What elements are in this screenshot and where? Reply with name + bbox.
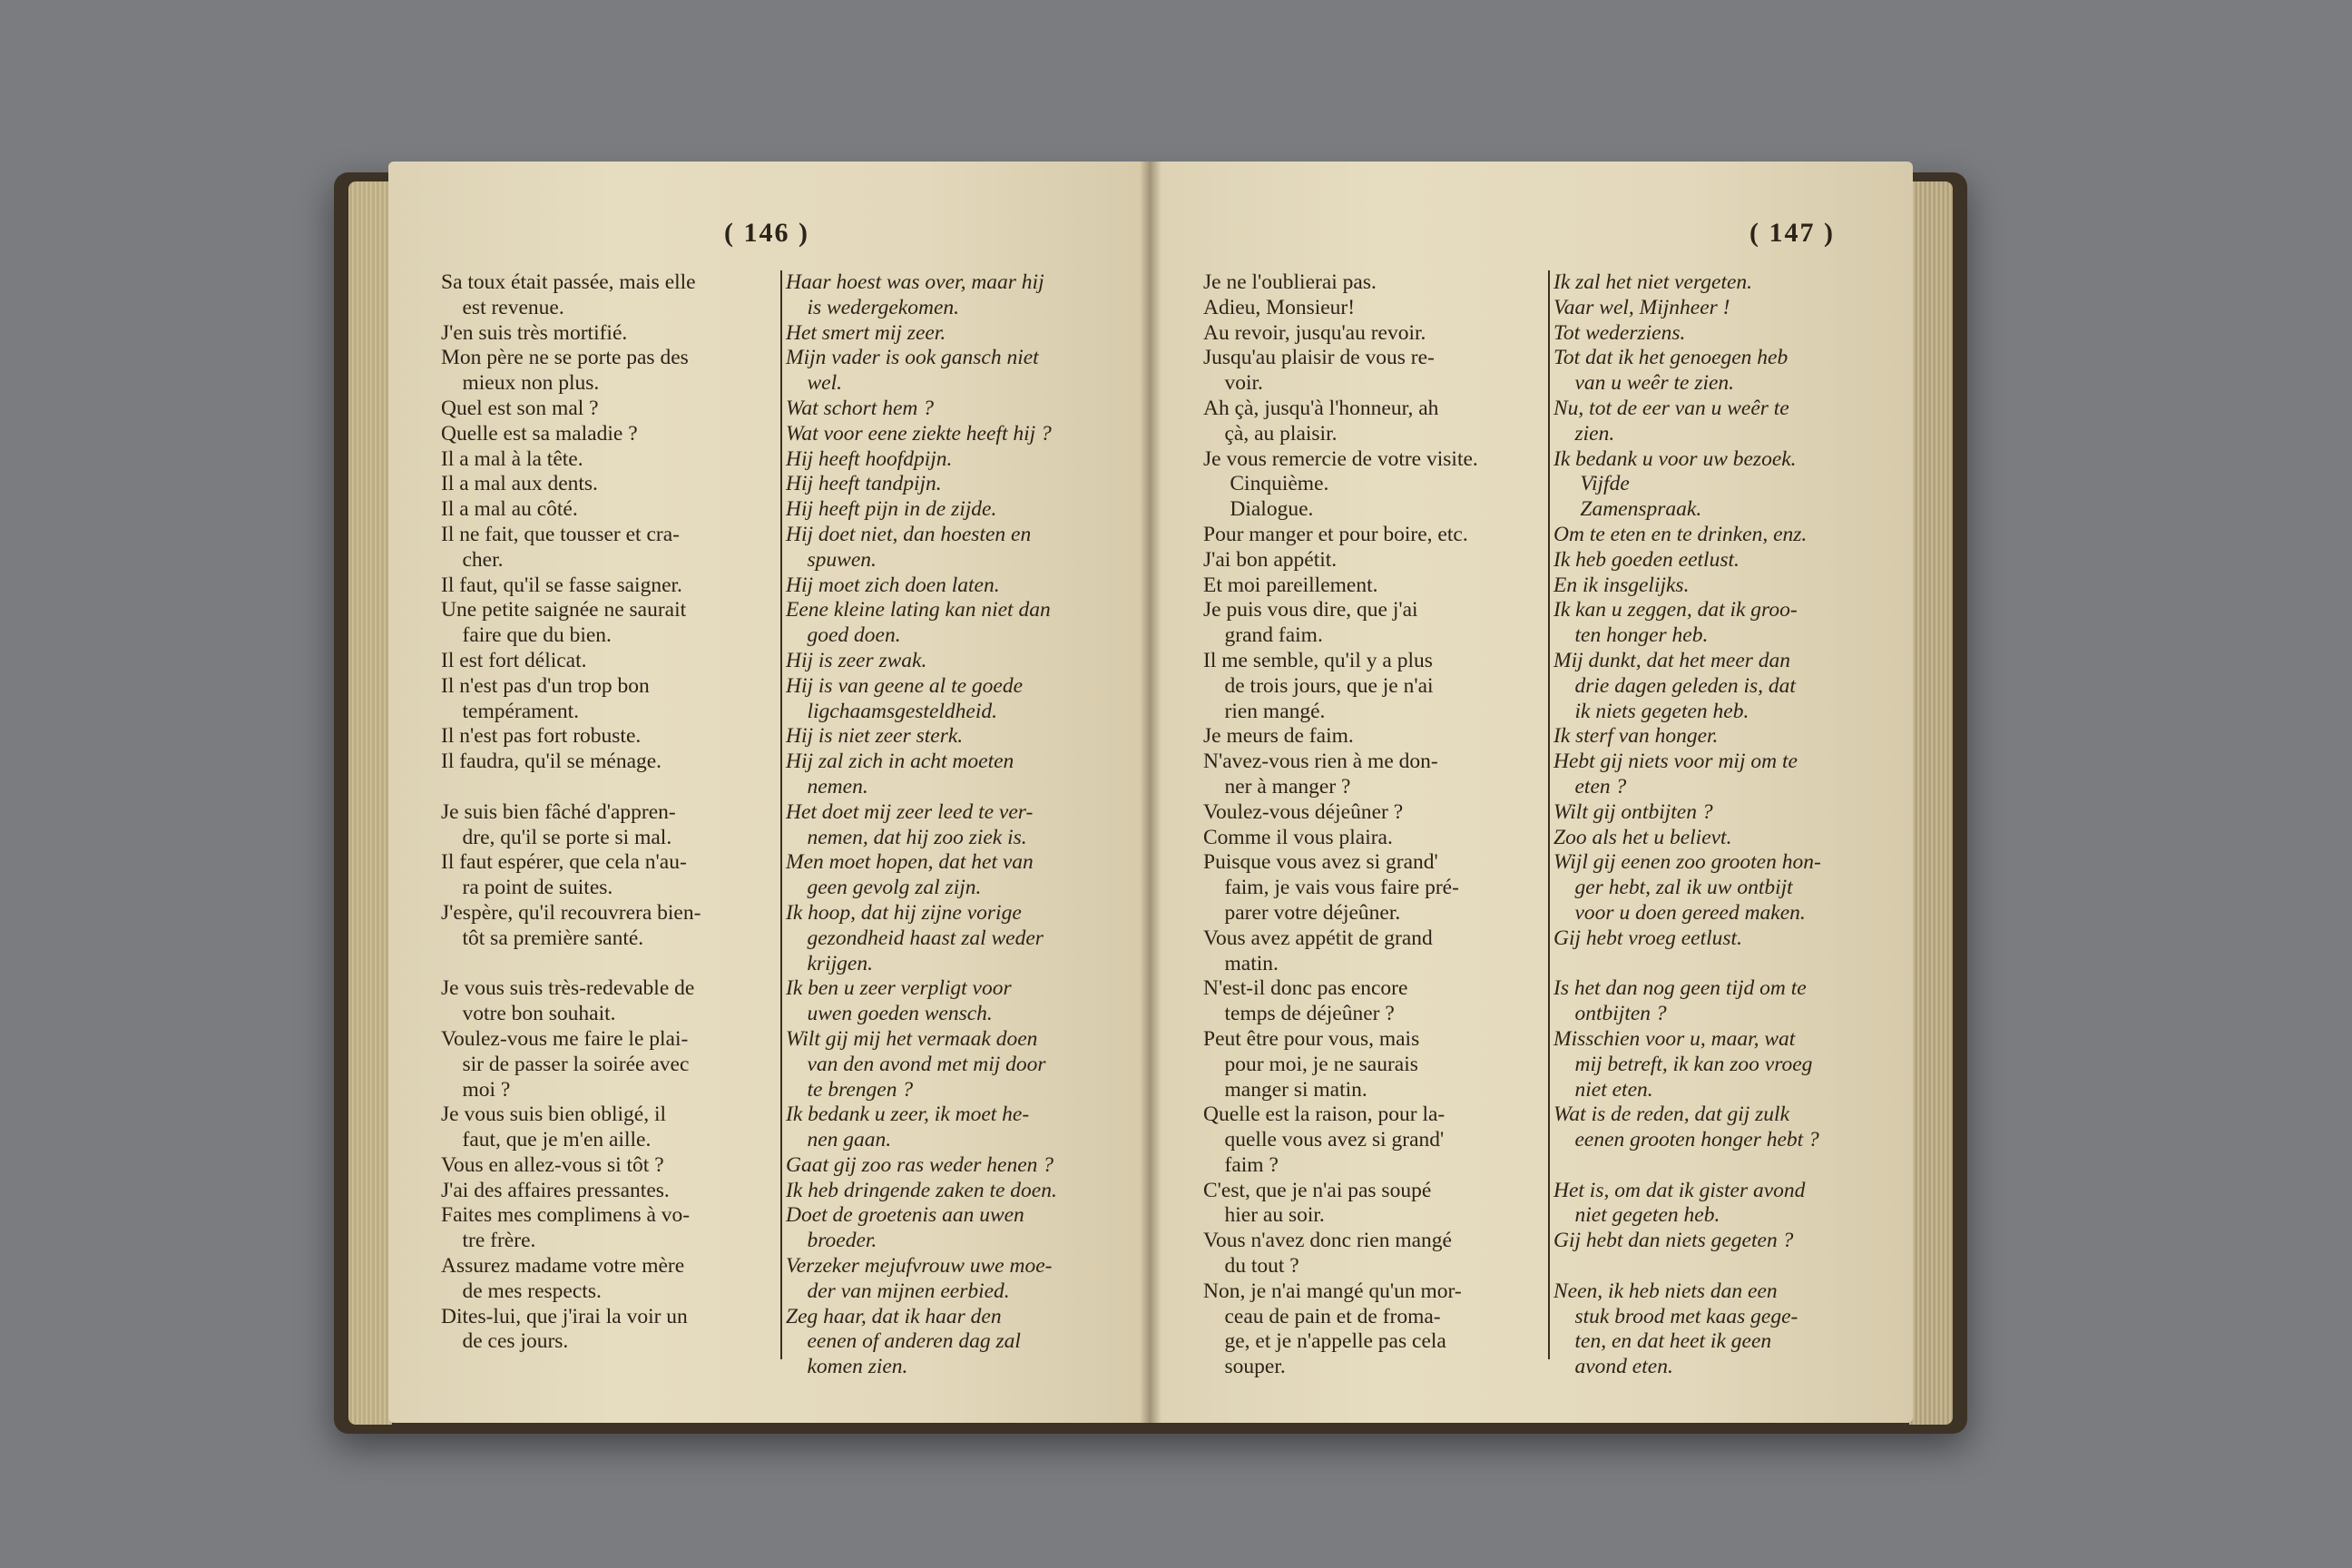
text-line: te brengen ? [786,1077,914,1102]
text-line: Wat schort hem ? [786,396,934,420]
text-line: nen gaan. [786,1128,892,1152]
text-line: eenen grooten honger hebt ? [1553,1128,1819,1152]
text-line: Dites-lui, que j'irai la voir un [441,1304,688,1328]
text-line: Jusqu'au plaisir de vous re- [1203,346,1435,370]
text-line: faut, que je m'en aille. [441,1128,652,1152]
text-line: Ik bedank u zeer, ik moet he- [786,1102,1030,1127]
page-edges-left [348,181,392,1425]
text-line: Vous avez appétit de grand [1203,926,1433,950]
text-line: cher. [441,547,504,572]
french-column-left [441,270,777,1355]
text-line: Is het dan nog geen tijd om te [1553,976,1807,1001]
text-line: Il me semble, qu'il y a plus [1203,648,1433,672]
text-line: Je ne l'oublierai pas. [1203,270,1377,294]
text-line: broeder. [786,1229,877,1253]
page-edges-right [1909,181,1953,1425]
text-line: Il faut, qu'il se fasse saigner. [441,573,682,597]
page-number-right: ( 147 ) [1749,218,1835,248]
text-line: Hebt gij niets voor mij om te [1553,750,1798,774]
text-line: Ik sterf van honger. [1553,724,1719,749]
text-line: komen zien. [786,1355,908,1379]
text-line: Je suis bien fâché d'appren- [441,799,676,824]
text-line: Hij heeft tandpijn. [786,472,942,496]
text-line: hier au soir. [1203,1203,1325,1228]
text-line: Mij dunkt, dat het meer dan [1553,648,1791,672]
text-line: Il faut espérer, que cela n'au- [441,850,687,875]
text-line: Il a mal à la tête. [441,446,583,471]
text-line: temps de déjeûner ? [1203,1002,1395,1026]
text-line: Wijl gij eenen zoo grooten hon- [1553,850,1821,875]
text-line: Ik zal het niet vergeten. [1553,270,1753,294]
text-line: est revenue. [441,295,564,319]
text-line: J'ai bon appétit. [1203,547,1338,572]
text-line: stuk brood met kaas gege- [1553,1304,1798,1328]
text-line: votre bon souhait. [441,1002,616,1026]
text-line: Je vous suis très-redevable de [441,976,695,1001]
text-line: tre frère. [441,1229,536,1253]
text-line: Tot wederziens. [1553,320,1686,345]
text-line: Je puis vous dire, que j'ai [1203,598,1418,622]
text-line: Ik ben u zeer verpligt voor [786,976,1012,1001]
text-line: Hij heeft hoofdpijn. [786,446,953,471]
text-line: Gij hebt vroeg eetlust. [1553,926,1742,950]
text-line: Wilt gij mij het vermaak doen [786,1026,1038,1051]
text-line: manger si matin. [1203,1077,1367,1102]
text-line: çà, au plaisir. [1203,421,1338,446]
text-line: ra point de suites. [441,876,613,900]
text-line: Ik kan u zeggen, dat ik groo- [1553,598,1798,622]
text-line: ligchaamsgesteldheid. [786,699,998,723]
text-line: Tot dat ik het genoegen heb [1553,346,1788,370]
text-line: Il n'est pas fort robuste. [441,724,642,749]
page-number-left: ( 146 ) [724,218,809,248]
text-line: J'ai des affaires pressantes. [441,1178,670,1202]
text-line: avond eten. [1553,1355,1673,1379]
text-line: N'est-il donc pas encore [1203,976,1408,1001]
text-line: pour moi, je ne saurais [1203,1052,1418,1076]
text-line: Men moet hopen, dat het van [786,850,1034,875]
text-line: Je vous suis bien obligé, il [441,1102,667,1127]
text-line: van den avond met mij door [786,1052,1046,1076]
text-line: ceau de pain et de froma- [1203,1304,1441,1328]
text-line: quelle vous avez si grand' [1203,1128,1445,1152]
text-line: Ik hoop, dat hij zijne vorige [786,900,1022,925]
text-line: Zeg haar, dat ik haar den [786,1304,1002,1328]
text-line: de mes respects. [441,1279,602,1303]
text-line: wel. [786,371,843,396]
text-line: moi ? [441,1077,511,1102]
text-line: ge, et je n'appelle pas cela [1203,1329,1446,1354]
text-line: Eene kleine lating kan niet dan [786,598,1051,622]
text-line: Assurez madame votre mère [441,1254,685,1279]
text-line: Puisque vous avez si grand' [1203,850,1438,875]
text-line: spuwen. [786,547,877,572]
text-line: faim ? [1203,1152,1279,1177]
text-line: Gij hebt dan niets gegeten ? [1553,1229,1794,1253]
text-line: Verzeker mejufvrouw uwe moe- [786,1254,1053,1279]
text-line: gezondheid haast zal weder [786,926,1044,950]
text-line: souper. [1203,1355,1286,1379]
text-line: Wat voor eene ziekte heeft hij ? [786,421,1052,446]
text-line: niet gegeten heb. [1553,1203,1720,1228]
text-line: Hij zal zich in acht moeten [786,750,1014,774]
text-line: tôt sa première santé. [441,926,644,950]
text-line: du tout ? [1203,1254,1299,1279]
text-line: nemen, dat hij zoo ziek is. [786,825,1027,849]
text-line: Peut être pour vous, mais [1203,1026,1420,1051]
text-line: Je meurs de faim. [1203,724,1354,749]
text-line: Vous en allez-vous si tôt ? [441,1152,664,1177]
text-line: van u weêr te zien. [1553,371,1735,396]
text-line: ner à manger ? [1203,774,1351,799]
text-line [1553,952,1880,977]
open-book [334,154,1967,1443]
text-line: matin. [1203,951,1279,975]
text-line: Het is, om dat ik gister avond [1553,1178,1806,1202]
text-line: Mijn vader is ook gansch niet [786,346,1039,370]
text-line: Faites mes complimens à vo- [441,1203,691,1228]
text-line: eenen of anderen dag zal [786,1329,1021,1354]
text-line: ten, en dat heet ik geen [1553,1329,1772,1354]
text-line: Quel est son mal ? [441,396,599,420]
text-line: Adieu, Monsieur! [1203,295,1356,319]
text-line: voor u doen gereed maken. [1553,900,1806,925]
text-line: Het doet mij zeer leed te ver- [786,799,1034,824]
text-line: Il est fort délicat. [441,648,587,672]
text-line: zien. [1553,421,1615,446]
text-line: mij betreft, ik kan zoo vroeg [1553,1052,1813,1076]
text-line: Hij is zeer zwak. [786,648,927,672]
book-gutter [1140,162,1161,1423]
text-line: Hij heeft pijn in de zijde. [786,497,997,522]
text-line: Il n'est pas d'un trop bon [441,673,650,698]
text-line: voir. [1203,371,1263,396]
text-line: goed doen. [786,623,901,648]
text-line: tempérament. [441,699,580,723]
text-line: der van mijnen eerbied. [786,1279,1010,1303]
text-line: Cinquième. [1203,472,1329,496]
text-line: Dialogue. [1203,497,1314,522]
text-line: Il a mal aux dents. [441,472,598,496]
text-line: Neen, ik heb niets dan een [1553,1279,1778,1303]
text-line: Non, je n'ai mangé qu'un mor- [1203,1279,1462,1303]
text-line: Une petite saignée ne saurait [441,598,687,622]
text-line: Doet de groetenis aan uwen [786,1203,1024,1228]
text-line: J'en suis très mortifié. [441,320,628,345]
text-line: grand faim. [1203,623,1323,648]
text-line: ger hebt, zal ik uw ontbijt [1553,876,1793,900]
text-line: Wat is de reden, dat gij zulk [1553,1102,1790,1127]
text-line: J'espère, qu'il recouvrera bien- [441,900,701,925]
text-line: Ah çà, jusqu'à l'honneur, ah [1203,396,1439,420]
text-line: nemen. [786,774,868,799]
right-page [1151,162,1913,1423]
text-line: Et moi pareillement. [1203,573,1378,597]
text-line: rien mangé. [1203,699,1326,723]
text-line: is wedergekomen. [786,295,959,319]
text-line: Vous n'avez donc rien mangé [1203,1229,1452,1253]
text-line: mieux non plus. [441,371,600,396]
text-line: Il faudra, qu'il se ménage. [441,750,662,774]
text-line: Pour manger et pour boire, etc. [1203,522,1468,546]
text-line: de ces jours. [441,1329,569,1354]
text-line: Misschien voor u, maar, wat [1553,1026,1796,1051]
text-line: En ik insgelijks. [1553,573,1690,597]
dutch-column-right [1553,270,1880,1380]
text-line: ten honger heb. [1553,623,1709,648]
text-line: Voulez-vous me faire le plai- [441,1026,689,1051]
text-line: Het smert mij zeer. [786,320,946,345]
text-line: de trois jours, que je n'ai [1203,673,1434,698]
text-line: Ik heb dringende zaken te doen. [786,1178,1057,1202]
text-line: Hij doet niet, dan hoesten en [786,522,1032,546]
text-line: Il ne fait, que tousser et cra- [441,522,680,546]
left-page [388,162,1151,1423]
text-line: Au revoir, jusqu'au revoir. [1203,320,1426,345]
text-line: Vaar wel, Mijnheer ! [1553,295,1730,319]
text-line: Comme il vous plaira. [1203,825,1393,849]
text-line: Sa toux était passée, mais elle [441,270,696,294]
text-line: Ik bedank u voor uw bezoek. [1553,446,1797,471]
text-line: krijgen. [786,951,873,975]
text-line: Zoo als het u believt. [1553,825,1732,849]
text-line: Om te eten en te drinken, enz. [1553,522,1808,546]
text-line: C'est, que je n'ai pas soupé [1203,1178,1432,1202]
text-line: Quelle est sa maladie ? [441,421,638,446]
text-line: sir de passer la soirée avec [441,1052,690,1076]
text-line: Il a mal au côté. [441,497,578,522]
text-line: parer votre déjeûner. [1203,900,1401,925]
text-line: uwen goeden wensch. [786,1002,993,1026]
text-line: Gaat gij zoo ras weder henen ? [786,1152,1054,1177]
text-line: Je vous remercie de votre visite. [1203,446,1478,471]
text-line: geen gevolg zal zijn. [786,876,982,900]
text-line: Wilt gij ontbijten ? [1553,799,1713,824]
text-line: dre, qu'il se porte si mal. [441,825,672,849]
text-line [441,952,777,977]
text-line: Ik heb goeden eetlust. [1553,547,1740,572]
text-line [1553,1254,1880,1279]
text-line: Haar hoest was over, maar hij [786,270,1044,294]
text-line: Hij is van geene al te goede [786,673,1024,698]
text-line: Hij moet zich doen laten. [786,573,1000,597]
text-line: Mon père ne se porte pas des [441,346,689,370]
text-line: Vijfde [1553,472,1630,496]
french-column-right [1203,270,1544,1380]
text-line: faim, je vais vous faire pré- [1203,876,1459,900]
text-line: niet eten. [1553,1077,1653,1102]
text-line: eten ? [1553,774,1627,799]
text-line [441,775,777,800]
text-line: ik niets gegeten heb. [1553,699,1749,723]
text-line: drie dagen geleden is, dat [1553,673,1796,698]
text-line: Quelle est la raison, pour la- [1203,1102,1446,1127]
text-line: Hij is niet zeer sterk. [786,724,964,749]
column-rule-right [1548,270,1550,1359]
text-line: N'avez-vous rien à me don- [1203,750,1438,774]
text-line: Zamenspraak. [1553,497,1702,522]
text-line [1553,1153,1880,1179]
text-line: Voulez-vous déjeûner ? [1203,799,1404,824]
column-rule-left [780,270,782,1359]
text-line: faire que du bien. [441,623,612,648]
text-line: ontbijten ? [1553,1002,1667,1026]
text-line: Nu, tot de eer van u weêr te [1553,396,1789,420]
dutch-column-left [786,270,1112,1380]
